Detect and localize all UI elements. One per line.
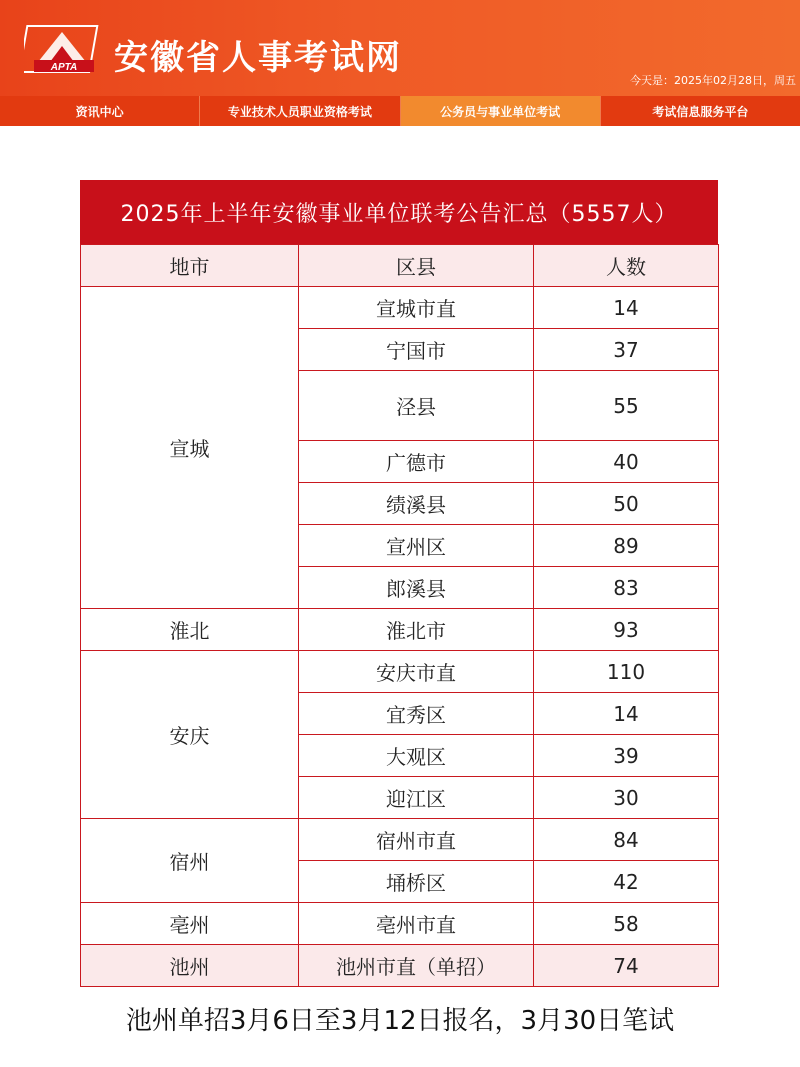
- count-cell: 40: [534, 441, 719, 483]
- table-row: [81, 819, 719, 861]
- district-cell: 宣州区: [299, 525, 534, 567]
- count-cell: 84: [534, 819, 719, 861]
- district-cell: 大观区: [299, 735, 534, 777]
- count-cell: 14: [534, 287, 719, 329]
- count-cell: 83: [534, 567, 719, 609]
- district-cell: 宿州市直: [299, 819, 534, 861]
- footnote: 池州单招3月6日至3月12日报名，3月30日笔试: [125, 1006, 675, 1036]
- table-title: 2025年上半年安徽事业单位联考公告汇总（5557人）: [80, 180, 718, 244]
- district-cell: 亳州市直: [299, 903, 534, 945]
- district-cell: 宣城市直: [299, 287, 534, 329]
- main-nav: [0, 96, 800, 126]
- district-cell: 宜秀区: [299, 693, 534, 735]
- table-row: [81, 651, 719, 693]
- site-header: [0, 0, 800, 96]
- count-cell: 110: [534, 651, 719, 693]
- district-cell: 广德市: [299, 441, 534, 483]
- city-cell: 池州: [81, 945, 299, 987]
- count-cell: 50: [534, 483, 719, 525]
- nav-item-exam-services[interactable]: 考试信息服务平台: [652, 104, 749, 119]
- count-cell: 30: [534, 777, 719, 819]
- count-cell: 74: [534, 945, 719, 987]
- district-cell: 绩溪县: [299, 483, 534, 525]
- recruitment-summary-table: [80, 180, 718, 987]
- nav-item-civil-service-exams[interactable]: 公务员与事业单位考试: [401, 96, 601, 126]
- recruitment-table: [80, 244, 719, 987]
- city-cell: 亳州: [81, 903, 299, 945]
- district-cell: 埇桥区: [299, 861, 534, 903]
- district-cell: 淮北市: [299, 609, 534, 651]
- city-cell: 安庆: [81, 651, 299, 819]
- date-line: 今天是：2025年02月28日，周五: [630, 74, 796, 87]
- district-cell: 泾县: [299, 371, 534, 441]
- district-cell: 安庆市直: [299, 651, 534, 693]
- nav-item-news[interactable]: 资讯中心: [0, 96, 200, 126]
- count-cell: 89: [534, 525, 719, 567]
- district-cell: 迎江区: [299, 777, 534, 819]
- table-row: [81, 609, 719, 651]
- nav-item-professional-exams[interactable]: 专业技术人员职业资格考试: [200, 96, 400, 126]
- count-cell: 42: [534, 861, 719, 903]
- district-cell: 池州市直（单招）: [299, 945, 534, 987]
- count-cell: 93: [534, 609, 719, 651]
- count-cell: 37: [534, 329, 719, 371]
- header-count: 人数: [534, 245, 719, 287]
- table-row: [81, 903, 719, 945]
- table-body: [81, 287, 719, 987]
- district-cell: 郎溪县: [299, 567, 534, 609]
- city-cell: 淮北: [81, 609, 299, 651]
- table-header-row: [81, 245, 719, 287]
- site-title: 安徽省人事考试网: [114, 38, 402, 78]
- logo-text: APTA: [50, 62, 78, 73]
- header-district: 区县: [299, 245, 534, 287]
- apta-logo[interactable]: [24, 22, 102, 76]
- district-cell: 宁国市: [299, 329, 534, 371]
- count-cell: 55: [534, 371, 719, 441]
- table-row: [81, 287, 719, 329]
- count-cell: 14: [534, 693, 719, 735]
- table-row: [81, 945, 719, 987]
- city-cell: 宿州: [81, 819, 299, 903]
- header-city: 地市: [81, 245, 299, 287]
- city-cell: 宣城: [81, 287, 299, 609]
- count-cell: 58: [534, 903, 719, 945]
- count-cell: 39: [534, 735, 719, 777]
